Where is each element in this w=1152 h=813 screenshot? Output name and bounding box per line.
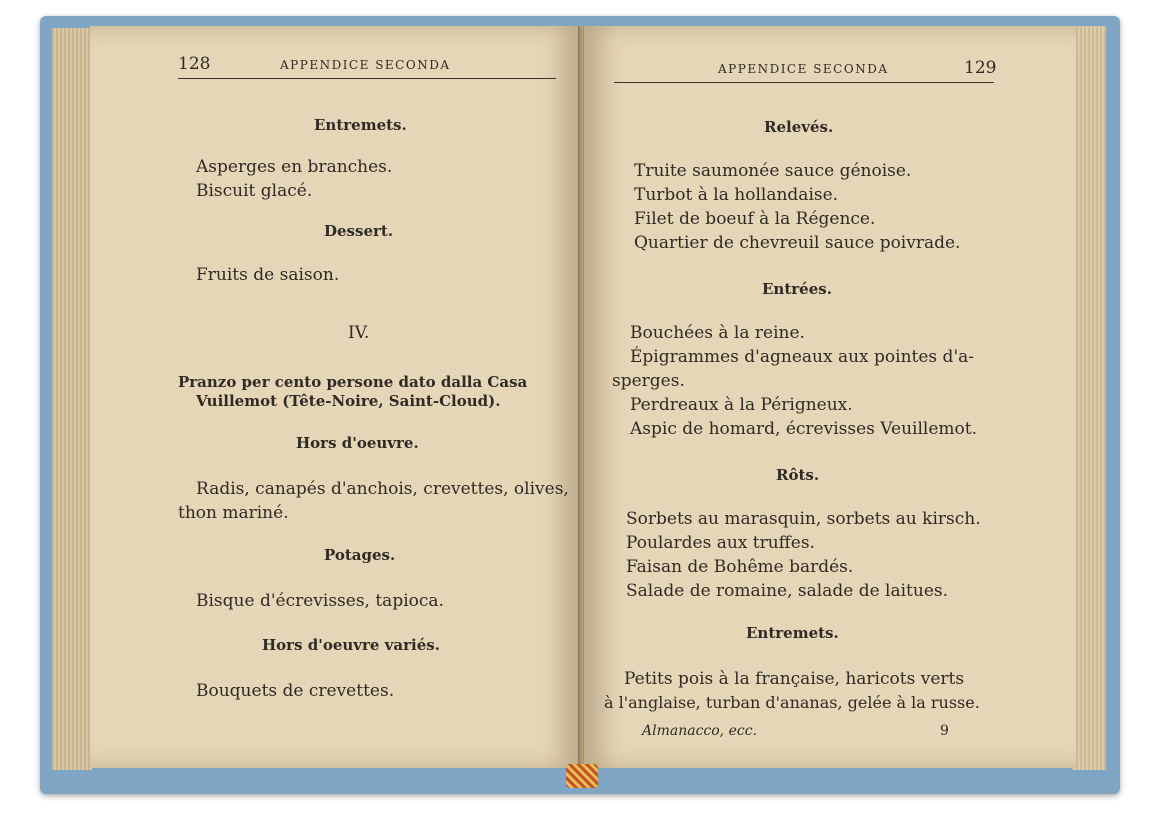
footer-signature: 9 — [940, 723, 949, 739]
right-page — [584, 26, 1076, 768]
text-aspic: Aspic de homard, écrevisses Veuillemot. — [630, 419, 977, 439]
text-bisque: Bisque d'écrevisses, tapioca. — [196, 591, 444, 611]
text-petits-pois-line-2: à l'anglaise, turban d'ananas, gelée à la russe. — [604, 693, 980, 712]
text-epigrammes-line-2: sperges. — [612, 371, 685, 391]
page-edges-right — [1072, 26, 1106, 770]
page-number: 128 — [178, 54, 211, 74]
text-perdreaux: Perdreaux à la Périgneux. — [630, 395, 853, 415]
running-head: APPENDICE SECONDA — [280, 58, 451, 72]
page-edges-left — [52, 28, 92, 770]
text-asperges: Asperges en branches. — [196, 157, 393, 177]
text-filet: Filet de boeuf à la Régence. — [634, 209, 876, 229]
text-bouchees: Bouchées à la reine. — [630, 323, 805, 343]
heading-rots: Rôts. — [776, 466, 820, 484]
left-page — [90, 26, 580, 768]
menu-title-line-1: Pranzo per cento persone dato dalla Casa — [178, 373, 528, 391]
heading-potages: Potages. — [324, 546, 396, 564]
heading-dessert: Dessert. — [324, 222, 394, 240]
heading-entremets: Entremets. — [746, 624, 839, 642]
heading-entremets: Entremets. — [314, 116, 407, 134]
section-number: IV. — [348, 323, 370, 343]
text-salade: Salade de romaine, salade de laitues. — [626, 581, 949, 601]
text-fruits: Fruits de saison. — [196, 265, 340, 285]
text-turbot: Turbot à la hollandaise. — [634, 185, 839, 205]
footer-title: Almanacco, ecc. — [642, 723, 758, 739]
text-petits-pois-line-1: Petits pois à la française, haricots verts — [624, 669, 965, 689]
bookmark-ribbon — [566, 764, 598, 788]
heading-releves: Relevés. — [764, 118, 834, 136]
heading-hors-doeuvre: Hors d'oeuvre. — [296, 434, 419, 452]
text-sorbets: Sorbets au marasquin, sorbets au kirsch. — [626, 509, 981, 529]
text-epigrammes-line-1: Épigrammes d'agneaux aux pointes d'a- — [630, 347, 974, 367]
text-poulardes: Poulardes aux truffes. — [626, 533, 815, 553]
text-biscuit: Biscuit glacé. — [196, 181, 313, 201]
text-bouquets: Bouquets de crevettes. — [196, 681, 395, 701]
text-quartier: Quartier de chevreuil sauce poivrade. — [634, 233, 961, 253]
heading-entrees: Entrées. — [762, 280, 832, 298]
header-rule — [614, 82, 994, 83]
running-head: APPENDICE SECONDA — [718, 62, 889, 76]
text-faisan: Faisan de Bohême bardés. — [626, 557, 854, 577]
header-rule — [178, 78, 556, 79]
text-radis-line-2: thon mariné. — [178, 503, 289, 523]
text-truite: Truite saumonée sauce génoise. — [634, 161, 912, 181]
text-radis-line-1: Radis, canapés d'anchois, crevettes, olives, — [196, 479, 569, 499]
menu-title-line-2: Vuillemot (Tête-Noire, Saint-Cloud). — [196, 392, 501, 410]
page-number: 129 — [964, 58, 997, 78]
heading-hors-doeuvre-varies: Hors d'oeuvre variés. — [262, 636, 440, 654]
